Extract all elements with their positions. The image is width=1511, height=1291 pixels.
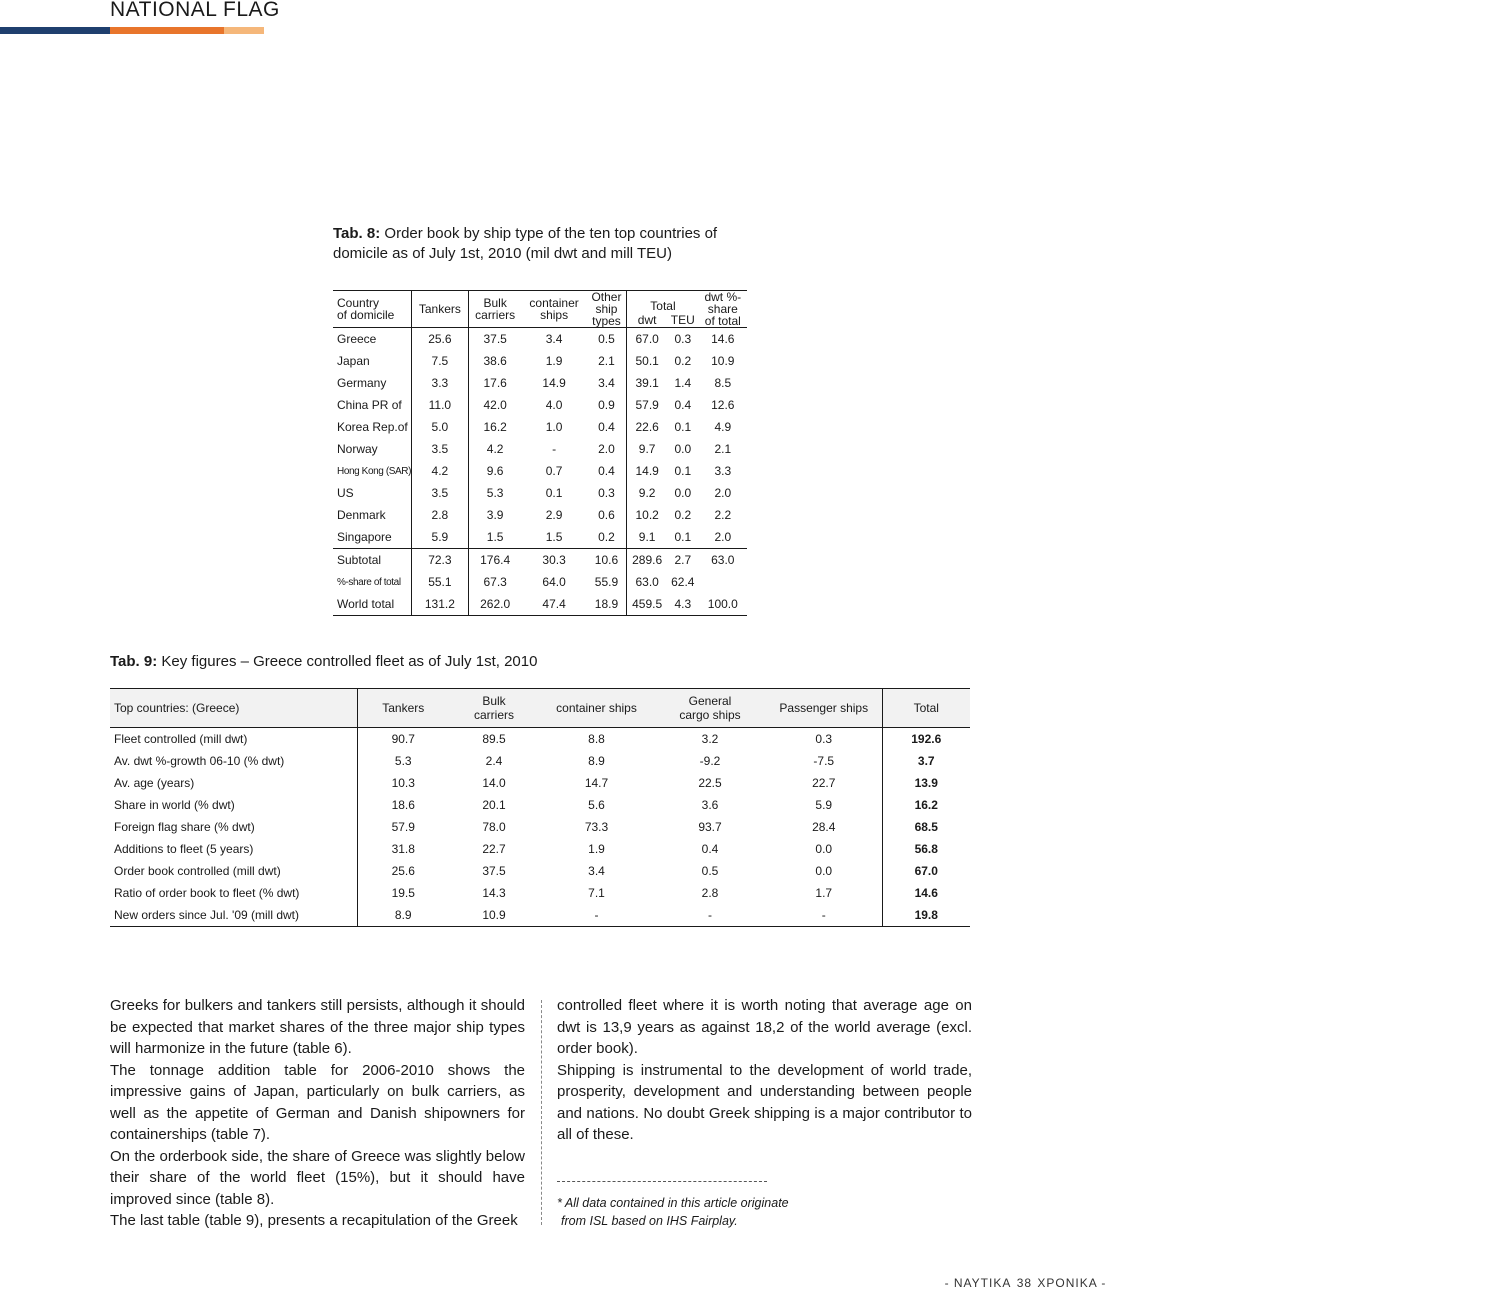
t8-cell-share: 63.0 (699, 549, 747, 572)
t8-cell-share: 3.3 (714, 464, 732, 478)
t8-cell-teu: 0.2 (674, 508, 692, 522)
t8-header-container-line1: container (529, 296, 579, 310)
t8-cell-bulk: 4.2 (486, 442, 504, 456)
t9-cell-bulk: 2.4 (485, 754, 503, 768)
t9-cell-general: 3.6 (701, 798, 719, 812)
t8-header-bulk-line2: carriers (475, 308, 516, 322)
t8-cell-other: 55.9 (587, 571, 627, 593)
t9-cell-label: Share in world (% dwt) (110, 794, 357, 816)
t9-row (110, 772, 970, 794)
t9-cell-label: Av. age (years) (110, 772, 357, 794)
t9-row (110, 860, 970, 882)
t8-cell-label: Subtotal (333, 549, 412, 572)
t8-cell-bulk: 42.0 (483, 398, 507, 412)
t8-cell-country: Hong Kong (SAR) (337, 465, 412, 477)
t8-row (333, 372, 747, 394)
t8-header-container (522, 291, 587, 328)
t8-header-other-line3: types (592, 314, 621, 328)
body-paragraph: Greeks for bulkers and tankers still persists, although it should be expected that market shares of the three major ship types will harmonize in the future (table 6). (110, 997, 525, 1057)
t9-cell-bulk: 14.0 (482, 776, 506, 790)
t8-header-bulk-line1: Bulk (483, 296, 507, 310)
t8-cell-tankers: 55.1 (412, 571, 469, 593)
t9-cell-total: 192.6 (911, 732, 942, 746)
t8-header-country (333, 291, 412, 328)
t8-cell-other: 0.4 (587, 460, 627, 482)
t9-header-bulk-line1: Bulk (482, 694, 506, 708)
footnote-line1: * All data contained in this article originate (557, 1196, 789, 1210)
t8-cell-other: 2.1 (587, 350, 627, 372)
t8-cell-share: 12.6 (711, 398, 735, 412)
t8-cell-other: 0.3 (587, 482, 627, 504)
t8-cell-share: 2.0 (714, 530, 732, 544)
t9-header-passenger: Passenger ships (766, 689, 882, 728)
t9-cell-tankers: 57.9 (391, 820, 415, 834)
t8-cell-dwt: 50.1 (635, 354, 659, 368)
t9-cell-tankers: 10.3 (391, 776, 415, 790)
t9-row (110, 904, 970, 927)
t9-row (110, 816, 970, 838)
t8-cell-country: Denmark (337, 508, 386, 522)
t9-header-label: Top countries: (Greece) (110, 689, 357, 728)
t8-cell-country: Greece (337, 332, 377, 346)
t9-cell-passenger: 0.3 (766, 728, 882, 751)
t8-row (333, 482, 747, 504)
table9-caption-text: Key figures – Greece controlled fleet as of July 1st, 2010 (157, 653, 538, 670)
t8-cell-tankers: 131.2 (412, 593, 469, 616)
t8-cell-label: %-share of total (337, 576, 401, 588)
t9-row (110, 750, 970, 772)
header-rule-blue (0, 27, 110, 34)
t8-cell-bulk: 1.5 (486, 530, 504, 544)
t9-cell-passenger: 0.0 (766, 838, 882, 860)
t9-cell-label: Av. dwt %-growth 06-10 (% dwt) (110, 750, 357, 772)
t8-cell-dwt: 289.6 (627, 549, 667, 572)
t8-row (333, 526, 747, 549)
table8-caption-text: Order book by ship type of the ten top countries of domicile as of July 1st, 2010 (mil dwt and mill TEU) (333, 225, 718, 262)
t9-cell-general: 2.8 (701, 886, 719, 900)
t8-summary-row (333, 593, 747, 616)
t9-cell-passenger: 0.0 (766, 860, 882, 882)
header-rule-orange (110, 27, 224, 34)
t9-header-general-line1: General (688, 694, 732, 708)
body-paragraph: On the orderbook side, the share of Greece was slightly below their share of the world fleet (15%), but it should have improved since (table 8). (110, 1147, 525, 1208)
t9-cell-container: - (539, 904, 654, 927)
footer-right: ΧΡΟΝΙΚΑ - (1037, 1276, 1107, 1290)
t8-cell-container: 2.9 (545, 508, 563, 522)
t8-cell-bulk: 9.6 (486, 464, 504, 478)
t8-cell-bulk: 67.3 (483, 575, 507, 589)
t8-cell-other: 10.6 (587, 549, 627, 572)
t9-cell-passenger: 22.7 (766, 772, 882, 794)
t8-cell-container: 1.9 (545, 354, 563, 368)
t9-cell-container: 73.3 (584, 820, 609, 834)
t8-cell-share: 2.1 (714, 442, 732, 456)
t8-cell-container: 0.1 (545, 486, 563, 500)
t9-header-container: container ships (539, 689, 654, 728)
t8-cell-tankers: 25.6 (412, 328, 469, 351)
t8-cell-container: 64.0 (542, 575, 566, 589)
t9-row (110, 882, 970, 904)
t8-cell-country: Singapore (337, 530, 392, 544)
t8-cell-other: 0.2 (587, 526, 627, 549)
t9-cell-bulk: 37.5 (482, 864, 506, 878)
t8-body (333, 328, 747, 616)
t8-cell-bulk: 262.0 (468, 593, 521, 616)
t8-cell-tankers: 7.5 (412, 350, 469, 372)
t8-header-other (587, 291, 627, 328)
t8-cell-dwt: 14.9 (635, 464, 659, 478)
t9-cell-label: New orders since Jul. '09 (mill dwt) (110, 904, 357, 927)
t9-cell-total: 56.8 (914, 842, 938, 856)
t9-row (110, 794, 970, 816)
t8-header-tankers: Tankers (412, 291, 469, 328)
table8-caption-prefix: Tab. 8: (333, 225, 381, 242)
section-title: NATIONAL FLAG (110, 0, 280, 21)
t8-cell-tankers: 3.5 (412, 438, 469, 460)
table9-caption (110, 652, 810, 672)
t8-cell-share: 100.0 (699, 593, 747, 616)
t8-row (333, 350, 747, 372)
t9-cell-tankers: 19.5 (391, 886, 415, 900)
t8-row (333, 438, 747, 460)
t8-cell-container: 4.0 (545, 398, 563, 412)
t8-cell-share: 2.0 (714, 486, 732, 500)
t9-cell-bulk: 14.3 (482, 886, 506, 900)
t9-cell-general: 22.5 (698, 776, 722, 790)
body-right-column (557, 995, 972, 1146)
t9-cell-passenger: 1.7 (766, 882, 882, 904)
t8-cell-dwt: 459.5 (627, 593, 667, 616)
t9-row (110, 838, 970, 860)
t9-cell-label: Additions to fleet (5 years) (110, 838, 357, 860)
t8-cell-teu: 0.0 (674, 442, 692, 456)
t8-cell-container: 47.4 (522, 593, 587, 616)
t9-cell-passenger: 5.9 (766, 794, 882, 816)
t8-cell-share: 10.9 (711, 354, 735, 368)
t8-cell-country: Norway (337, 442, 378, 456)
t8-cell-bulk: 16.2 (483, 420, 507, 434)
t8-header-other-line1: Other (591, 290, 622, 304)
t8-cell-country: China PR of (337, 398, 402, 412)
t8-header-dwt: dwt (627, 312, 667, 327)
footer-left: - ΝΑΥΤΙΚΑ (944, 1276, 1012, 1290)
t8-cell-dwt: 63.0 (635, 575, 659, 589)
t8-cell-container: 1.0 (545, 420, 563, 434)
t9-cell-total: 67.0 (914, 864, 938, 878)
body-paragraph: controlled fleet where it is worth noting that average age on dwt is 13,9 years as against 18,2 of the world average (excl. order book). (557, 997, 972, 1057)
t9-cell-tankers: 31.8 (391, 842, 415, 856)
t8-cell-label: World total (333, 593, 412, 616)
t8-summary-row (333, 549, 747, 572)
t8-header-other-line2: ship (595, 302, 618, 316)
t9-cell-general: 3.2 (701, 732, 719, 746)
t8-cell-dwt: 67.0 (635, 332, 659, 346)
t8-header-share-line2: share (707, 302, 738, 316)
t9-cell-container: 8.8 (588, 732, 605, 746)
table9 (110, 688, 970, 927)
table9-caption-prefix: Tab. 9: (110, 653, 158, 670)
t9-cell-container: 5.6 (588, 798, 605, 812)
t8-cell-dwt: 22.6 (635, 420, 659, 434)
t8-cell-other: 0.9 (587, 394, 627, 416)
t9-cell-container: 7.1 (588, 886, 605, 900)
body-paragraph: The last table (table 9), presents a recapitulation of the Greek (110, 1212, 518, 1229)
t8-header-country-line1: Country (337, 296, 380, 310)
t8-cell-tankers: 3.3 (412, 372, 469, 394)
body-paragraph: Shipping is instrumental to the development of world trade, prosperity, development and understanding between people and nations. No doubt Greek shipping is a major contributor to all of these. (557, 1061, 972, 1143)
t8-cell-tankers: 4.2 (412, 460, 469, 482)
t8-header-share-line3: of total (704, 314, 741, 328)
t8-cell-dwt: 9.1 (638, 530, 656, 544)
t9-cell-bulk: 78.0 (482, 820, 506, 834)
t9-cell-container: 14.7 (584, 776, 609, 790)
t8-cell-teu: 2.7 (667, 549, 699, 572)
header-rule-peach (224, 27, 264, 34)
t8-cell-share: 14.6 (711, 332, 735, 346)
t8-row (333, 460, 747, 482)
table8 (333, 290, 747, 616)
t8-cell-dwt: 9.7 (638, 442, 656, 456)
t8-cell-container: - (552, 442, 557, 456)
t9-cell-passenger: 28.4 (766, 816, 882, 838)
t9-cell-general: 93.7 (698, 820, 722, 834)
t8-header-total: Total (650, 299, 676, 314)
t8-cell-other: 2.0 (587, 438, 627, 460)
t9-cell-total: 14.6 (914, 886, 938, 900)
t8-cell-container: 1.5 (545, 530, 563, 544)
t8-cell-tankers: 72.3 (412, 549, 469, 572)
t8-cell-container: 0.7 (545, 464, 563, 478)
t8-cell-share: 2.2 (714, 508, 732, 522)
t9-cell-label: Fleet controlled (mill dwt) (110, 728, 357, 751)
t8-cell-tankers: 11.0 (412, 394, 469, 416)
t9-header-bulk-line2: carriers (473, 708, 514, 722)
t8-cell-teu: 0.3 (674, 332, 692, 346)
t8-cell-teu: 0.1 (674, 530, 692, 544)
t8-cell-tankers: 5.0 (412, 416, 469, 438)
t8-cell-bulk: 176.4 (468, 549, 521, 572)
page-number: 38 (1016, 1276, 1033, 1290)
t8-cell-teu: 0.0 (674, 486, 692, 500)
t9-cell-container: 1.9 (588, 842, 605, 856)
body-paragraph: The tonnage addition table for 2006-2010 shows the impressive gains of Japan, particularly on bulk carriers, as well as the appetite of German and Danish shipowners for containerships (table 7). (110, 1061, 525, 1143)
t8-cell-dwt: 57.9 (635, 398, 659, 412)
t8-cell-country: Germany (337, 376, 387, 390)
t8-cell-dwt: 10.2 (635, 508, 659, 522)
t8-cell-tankers: 5.9 (412, 526, 469, 549)
t9-header-bulk (449, 689, 539, 728)
t9-cell-general: 0.5 (701, 864, 719, 878)
t8-cell-dwt: 39.1 (635, 376, 659, 390)
t8-header-container-line2: ships (540, 308, 569, 322)
t8-cell-container: 14.9 (542, 376, 566, 390)
t9-cell-tankers: 5.3 (394, 754, 412, 768)
t9-cell-bulk: 89.5 (482, 732, 506, 746)
t9-cell-label: Ratio of order book to fleet (% dwt) (110, 882, 357, 904)
t9-cell-general: -9.2 (699, 754, 721, 768)
t8-cell-share: 8.5 (714, 376, 732, 390)
t9-cell-total: 3.7 (917, 754, 935, 768)
t8-cell-country: US (337, 486, 354, 500)
t8-cell-teu: 0.2 (674, 354, 692, 368)
t8-cell-other: 3.4 (587, 372, 627, 394)
t8-cell-tankers: 2.8 (412, 504, 469, 526)
t9-cell-passenger: -7.5 (766, 750, 882, 772)
t8-cell-other: 0.4 (587, 416, 627, 438)
t9-row (110, 728, 970, 751)
t9-cell-bulk: 10.9 (449, 904, 539, 927)
t9-cell-general: 0.4 (701, 842, 719, 856)
t8-cell-tankers: 3.5 (412, 482, 469, 504)
t9-cell-tankers: 90.7 (391, 732, 415, 746)
t8-summary-row (333, 571, 747, 593)
t9-cell-bulk: 22.7 (482, 842, 506, 856)
t8-header-share-line1: dwt %- (704, 290, 742, 304)
t8-cell-dwt: 9.2 (638, 486, 656, 500)
t8-cell-teu: 1.4 (674, 376, 692, 390)
t9-body (110, 728, 970, 927)
t8-cell-teu: 0.4 (674, 398, 692, 412)
t9-cell-total: 16.2 (914, 798, 938, 812)
t8-cell-bulk: 17.6 (483, 376, 507, 390)
t8-cell-other: 18.9 (587, 593, 627, 616)
t8-cell-country: Korea Rep.of (337, 420, 408, 434)
t8-cell-share: 4.9 (714, 420, 732, 434)
t9-cell-label: Order book controlled (mill dwt) (110, 860, 357, 882)
t8-cell-share (699, 571, 747, 593)
t8-header-teu: TEU (667, 312, 699, 327)
t9-cell-container: 3.4 (588, 864, 605, 878)
page-footer (540, 1276, 1511, 1290)
t8-row (333, 416, 747, 438)
t9-cell-tankers: 25.6 (391, 864, 415, 878)
t9-header-tankers: Tankers (357, 689, 449, 728)
t8-cell-teu: 0.1 (674, 420, 692, 434)
t9-cell-bulk: 20.1 (482, 798, 506, 812)
t8-cell-other: 0.6 (587, 504, 627, 526)
t8-row (333, 394, 747, 416)
t8-cell-country: Japan (337, 354, 370, 368)
body-left-column (110, 995, 525, 1232)
t8-cell-teu: 62.4 (671, 575, 695, 589)
t9-cell-total: 13.9 (914, 776, 938, 790)
t8-cell-bulk: 37.5 (483, 332, 507, 346)
t8-header-bulk (468, 291, 521, 328)
footnote-separator (557, 1181, 767, 1182)
t9-header-general-line2: cargo ships (679, 708, 741, 722)
t8-cell-container: 3.4 (545, 332, 563, 346)
t9-header-general (654, 689, 766, 728)
t8-cell-teu: 4.3 (667, 593, 699, 616)
table8-caption (333, 224, 753, 264)
t9-cell-tankers: 8.9 (357, 904, 449, 927)
t9-cell-total: 68.5 (914, 820, 938, 834)
t9-cell-tankers: 18.6 (391, 798, 415, 812)
t9-header-total: Total (882, 689, 970, 728)
footnote-line2: from ISL based on IHS Fairplay. (561, 1214, 738, 1228)
t8-cell-container: 30.3 (522, 549, 587, 572)
t8-cell-bulk: 3.9 (486, 508, 504, 522)
t8-row (333, 328, 747, 351)
t8-cell-bulk: 38.6 (483, 354, 507, 368)
t9-cell-label: Foreign flag share (% dwt) (110, 816, 357, 838)
column-divider (541, 1000, 542, 1225)
t8-header-country-line2: of domicile (337, 308, 395, 322)
footnote (557, 1194, 789, 1230)
t9-cell-passenger: - (766, 904, 882, 927)
t9-cell-general: - (654, 904, 766, 927)
t9-cell-container: 8.9 (588, 754, 605, 768)
t8-cell-other: 0.5 (587, 328, 627, 351)
t9-cell-total: 19.8 (882, 904, 970, 927)
t8-header-share (699, 291, 747, 328)
t8-cell-bulk: 5.3 (486, 486, 504, 500)
t8-cell-teu: 0.1 (674, 464, 692, 478)
t8-row (333, 504, 747, 526)
